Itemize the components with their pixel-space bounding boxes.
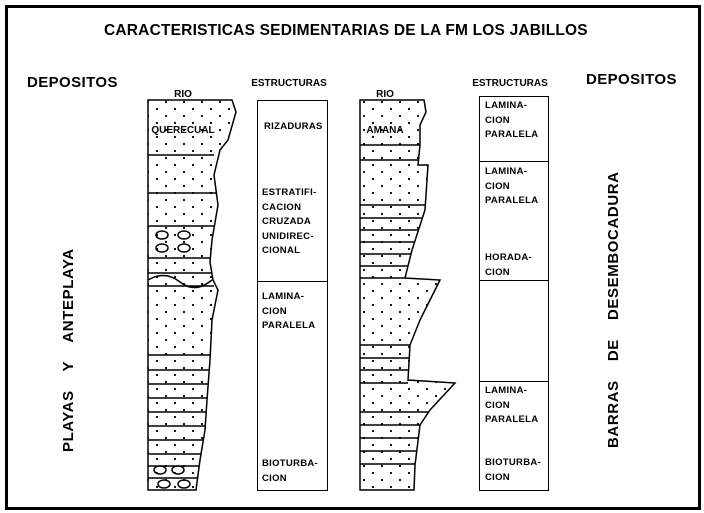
col-querecual-header-line1: RIO xyxy=(174,89,192,100)
right-vertical-word3: DESEMBOCADURA xyxy=(605,171,622,321)
estratificacion-line4: UNIDIREC- xyxy=(262,230,314,242)
left-depositos-header: DEPOSITOS xyxy=(27,74,118,91)
laminacion-left-line2: CION xyxy=(262,305,287,317)
laminacion-right-2-label xyxy=(485,165,538,209)
querecual-column xyxy=(148,100,236,490)
querecual-sandstone-fill xyxy=(148,100,236,490)
amana-column xyxy=(360,100,455,490)
lam1-line1: LAMINA- xyxy=(485,100,528,111)
col-estructuras-left-header: ESTRUCTURAS xyxy=(251,78,327,89)
laminacion-left-line1: LAMINA- xyxy=(262,291,305,302)
estructuras-right-box-3 xyxy=(479,280,549,383)
left-vertical-word2: Y xyxy=(60,361,77,372)
lam1-line2: CION xyxy=(485,114,510,126)
bioturbacion-left-label xyxy=(262,457,318,486)
estratificacion-line1: ESTRATIFI- xyxy=(262,187,317,198)
lam3-line1: LAMINA- xyxy=(485,385,528,396)
lam1-line3: PARALELA xyxy=(485,129,539,140)
rizaduras-label: RIZADURAS xyxy=(264,121,323,132)
bioturbacion-left-line1: BIOTURBA- xyxy=(262,458,318,469)
figure-title: CARACTERISTICAS SEDIMENTARIAS DE LA FM LOS JABILLOS xyxy=(104,22,588,39)
horadacion-line2: CION xyxy=(485,266,510,278)
estratificacion-line2: CACION xyxy=(262,201,302,213)
lam2-line3: PARALELA xyxy=(485,195,539,206)
lam2-line2: CION xyxy=(485,180,510,192)
bioturbacion-right-line2: CION xyxy=(485,471,510,483)
col-estructuras-right-header: ESTRUCTURAS xyxy=(472,78,548,89)
horadacion-label xyxy=(485,251,532,280)
lam2-line1: LAMINA- xyxy=(485,166,528,177)
bioturbacion-left-line2: CION xyxy=(262,472,287,484)
laminacion-right-1-label xyxy=(485,99,538,143)
horadacion-line1: HORADA- xyxy=(485,252,532,263)
laminacion-right-3-label xyxy=(485,384,538,428)
laminacion-left-label xyxy=(262,290,315,334)
bioturbacion-right-label xyxy=(485,456,541,485)
right-vertical-word2: DE xyxy=(605,339,622,362)
bioturbacion-right-line1: BIOTURBA- xyxy=(485,457,541,468)
left-vertical-word3: ANTEPLAYA xyxy=(60,248,77,343)
estratificacion-line3: CRUZADA xyxy=(262,216,312,227)
estratificacion-label xyxy=(262,186,317,259)
lam3-line2: CION xyxy=(485,399,510,411)
right-vertical-word1: BARRAS xyxy=(605,380,622,448)
laminacion-left-line3: PARALELA xyxy=(262,320,316,331)
right-depositos-header: DEPOSITOS xyxy=(586,71,677,88)
left-vertical-word1: PLAYAS xyxy=(60,390,77,452)
estratificacion-line5: CIONAL xyxy=(262,245,301,256)
lam3-line3: PARALELA xyxy=(485,414,539,425)
col-amana-header-line1: RIO xyxy=(376,89,394,100)
amana-sandstone-fill xyxy=(360,100,455,490)
